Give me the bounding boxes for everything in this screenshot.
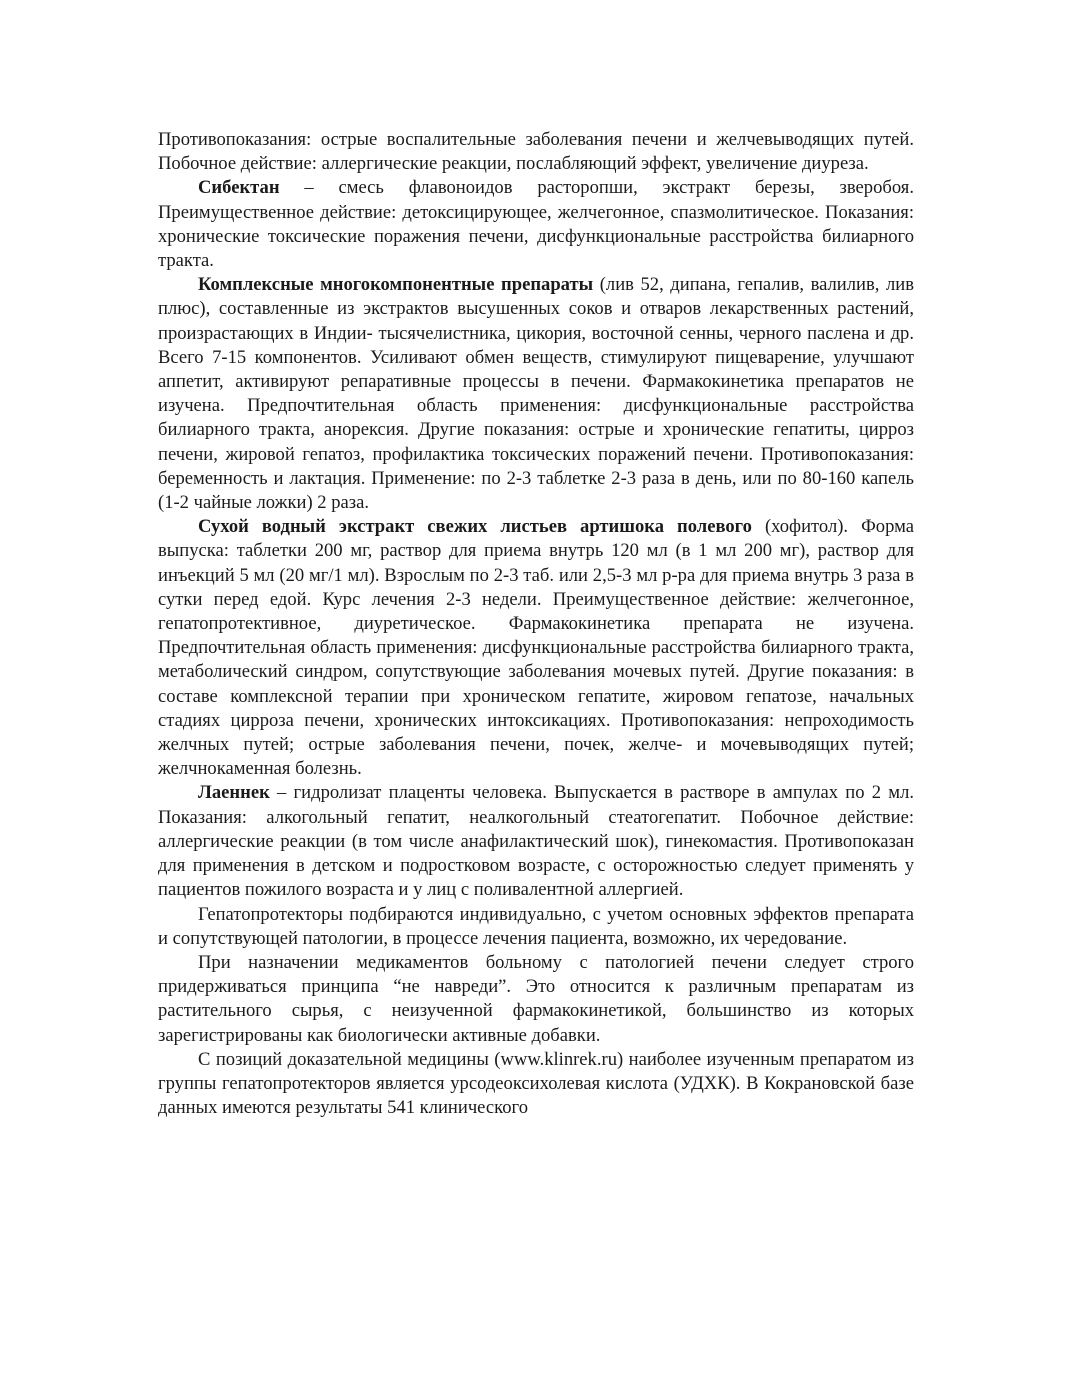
paragraph-sibektan — [158, 176, 914, 273]
document-page — [158, 128, 914, 1120]
paragraph-text: Гепатопротекторы подбираются индивидуально, с учетом основных эффектов препарата и сопутствующей патологии, в процессе лечения пациента, возможно, их чередование. — [158, 903, 914, 949]
paragraph-contraindications — [158, 128, 914, 176]
paragraph-laennec — [158, 781, 914, 902]
paragraph-lead: Сибектан — [198, 177, 280, 199]
paragraph-text: Противопоказания: острые воспалительные заболевания печени и желчевыводящих путей. Побочное действие: аллергические реакции, послабляющий эффект, увеличение диуреза. — [158, 129, 914, 175]
paragraph-text: – смесь флавоноидов расторопши, экстракт березы, зверобоя. Преимущественное действие: детоксицирующее, желчегонное, спазмолитическое. Показания: хронические токсические поражения печени, дисфункциональные расстройства билиарного тракта. — [158, 177, 914, 272]
paragraph-text: С позиций доказательной медицины (www.klinrek.ru) наиболее изученным препаратом из группы гепатопротекторов является урсодеоксихолевая кислота (УДХК). В Кокрановской базе данных имеются результаты 541 клинического — [158, 1048, 914, 1119]
paragraph-selection — [158, 903, 914, 951]
paragraph-text: (хофитол). Форма выпуска: таблетки 200 мг, раствор для приема внутрь 120 мл (в 1 мл 200 мг), раствор для инъекций 5 мл (20 мг/1 мл). Взрослым по 2-3 таб. или 2,5-3 мл р-ра для приема внутрь 3 раза в сутки перед едой. Курс лечения 2-3 недели. Преимущественное действие: желчегонное, гепатопротективное, диуретическое. Фармакокинетика препарата не изучена. Предпочтительная область применения: дисфункциональные расстройства билиарного тракта, метаболический синдром, сопутствующие заболевания мочевых путей. Другие показания: в составе комплексной терапии при хроническом гепатите, жировом гепатозе, начальных стадиях цирроза печени, хронических интоксикациях. Противопоказания: непроходимость желчных путей; острые заболевания печени, почек, желче- и мочевыводящих путей; желчнокаменная болезнь. — [158, 516, 914, 780]
paragraph-do-no-harm — [158, 951, 914, 1048]
paragraph-text: – гидролизат плаценты человека. Выпускается в растворе в ампулах по 2 мл. Показания: алкогольный гепатит, неалкогольный стеатогепатит. Побочное действие: аллергические реакции (в том числе анафилактический шок), гинекомастия. Противопоказан для применения в детском и подростковом возрасте, с осторожностью следует применять у пациентов пожилого возраста и у лиц с поливалентной аллергией. — [158, 782, 914, 901]
paragraph-lead: Лаеннек — [198, 782, 270, 804]
paragraph-lead: Сухой водный экстракт свежих листьев артишока полевого — [198, 516, 752, 538]
paragraph-complex-preparations — [158, 273, 914, 515]
paragraph-text: При назначении медикаментов больному с патологией печени следует строго придерживаться принципа “не навреди”. Это относится к различным препаратам из растительного сырья, с неизученной фармакокинетикой, большинство из которых зарегистрированы как биологически активные добавки. — [158, 951, 914, 1046]
paragraph-evidence-based — [158, 1048, 914, 1121]
paragraph-artichoke-extract — [158, 515, 914, 781]
paragraph-text: (лив 52, дипана, гепалив, валилив, лив плюс), составленные из экстрактов высушенных соков и отваров лекарственных растений, произрастающих в Индии- тысячелистника, цикория, восточной сенны, черного паслена и др. Всего 7-15 компонентов. Усиливают обмен веществ, стимулируют пищеварение, улучшают аппетит, активируют репаративные процессы в печени. Фармакокинетика препаратов не изучена. Предпочтительная область применения: дисфункциональные расстройства билиарного тракта, анорексия. Другие показания: острые и хронические гепатиты, цирроз печени, жировой гепатоз, профилактика токсических поражений печени. Противопоказания: беременность и лактация. Применение: по 2-3 таблетке 2-3 раза в день, или по 80-160 капель (1-2 чайные ложки) 2 раза. — [158, 274, 914, 514]
paragraph-lead: Комплексные многокомпонентные препараты — [198, 274, 594, 296]
